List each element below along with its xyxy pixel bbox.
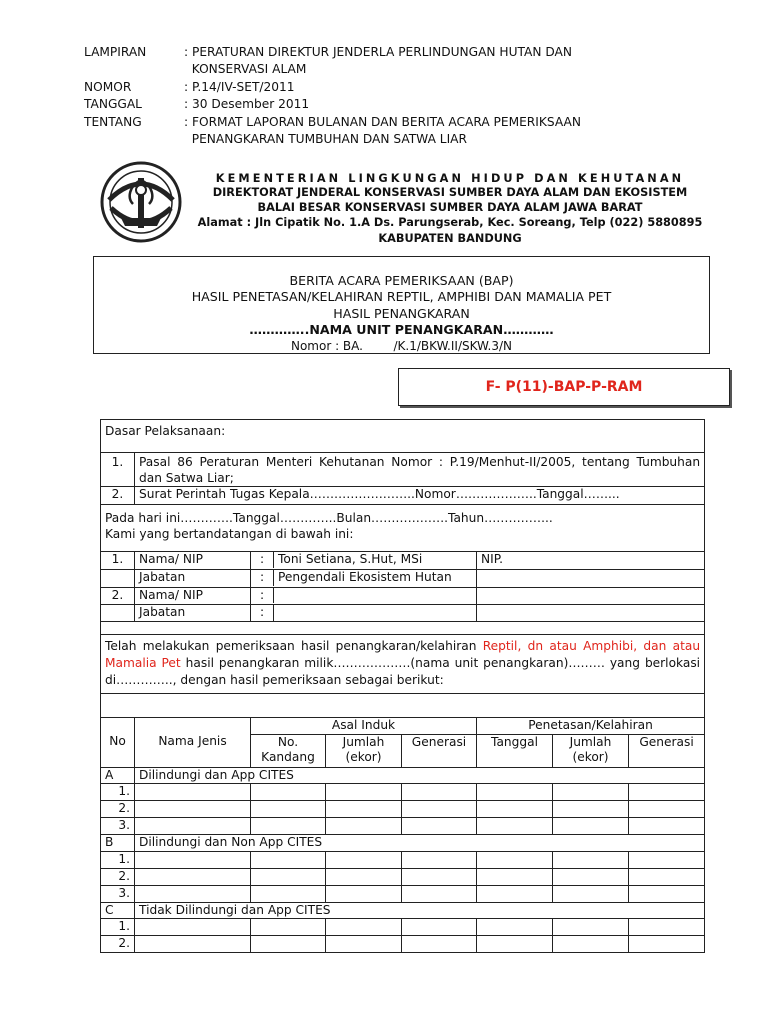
group-hatching-header: Penetasan/Kelahiran (477, 717, 705, 734)
examination-statement (101, 634, 705, 693)
header-row (84, 61, 704, 78)
officer-row (101, 552, 705, 570)
header-row (84, 131, 704, 148)
header-value: : 30 Desember 2011 (184, 97, 310, 112)
officer-colon: : (251, 570, 274, 586)
header-value: : FORMAT LAPORAN BULANAN DAN BERITA ACARA PEMERIKSAAN (184, 114, 581, 129)
officer-value-cell (251, 570, 477, 588)
table-row (101, 936, 705, 953)
spacer-row (101, 621, 705, 634)
section-letter: B (101, 835, 135, 852)
statement-text: hasil penangkaran milik……………….(nama unit penangkaran)……… yang berlokasi di………….., dengan hasil pemeriksaan sebagai berikut: (105, 655, 701, 687)
table-row (101, 919, 705, 936)
header-value: PENANGKARAN TUMBUHAN DAN SATWA LIAR (184, 132, 467, 147)
table-header-row (101, 717, 705, 734)
table-row (101, 868, 705, 885)
header-key (84, 131, 184, 148)
header-value: : PERATURAN DIREKTUR JENDERLA PERLINDUNGAN HUTAN DAN (184, 45, 572, 59)
officer-row (101, 588, 705, 605)
officer-nip: NIP. (477, 552, 705, 570)
row-number: 1. (101, 784, 135, 801)
officer-label: Nama/ NIP (135, 552, 251, 570)
spacer-cell (101, 693, 705, 717)
letterhead-office: BALAI BESAR KONSERVASI SUMBER DAYA ALAM JAWA BARAT (257, 201, 643, 214)
officer-label: Jabatan (135, 570, 251, 588)
section-row (101, 767, 705, 784)
col-no-header: No (101, 717, 135, 767)
dasar-text: Pasal 86 Peraturan Menteri Kehutanan Nomor : P.19/Menhut-II/2005, tentang Tumbuhan dan Satwa Liar; (135, 453, 705, 487)
officer-label: Nama/ NIP (135, 588, 251, 605)
title-line: BERITA ACARA PEMERIKSAAN (BAP) (289, 273, 514, 288)
officer-row (101, 570, 705, 588)
day-date-line: Pada hari ini………….Tanggal…………..Bulan……………….Tahun…………….. (105, 511, 553, 525)
row-number: 2. (101, 801, 135, 818)
officer-number (101, 604, 135, 621)
subheader-cell: Jumlah (ekor) (326, 734, 402, 767)
officer-row (101, 604, 705, 621)
title-line: HASIL PENANGKARAN (333, 305, 470, 321)
section-title: Tidak Dilindungi dan App CITES (135, 902, 705, 919)
header-row (84, 96, 704, 113)
form-row (101, 634, 705, 693)
form-row (101, 505, 705, 552)
section-letter: C (101, 902, 135, 919)
row-number: 3. (101, 818, 135, 835)
col-species-header: Nama Jenis (135, 717, 251, 767)
form-row (101, 487, 705, 505)
subheader-cell: Generasi (629, 734, 705, 767)
attachment-header (84, 44, 704, 148)
dasar-label: Dasar Pelaksanaan: (101, 420, 705, 453)
header-row (84, 114, 704, 131)
header-key: LAMPIRAN (84, 45, 147, 59)
officer-value-cell (251, 552, 477, 570)
table-row (101, 784, 705, 801)
title-line: HASIL PENETASAN/KELAHIRAN REPTIL, AMPHIBI DAN MAMALIA PET (191, 289, 612, 305)
header-value: KONSERVASI ALAM (184, 62, 307, 77)
officer-colon: : (251, 552, 274, 568)
officer-value: Toni Setiana, S.Hut, MSi (278, 552, 423, 566)
form-row (101, 420, 705, 453)
letterhead-address: Alamat : Jln Cipatik No. 1.A Ds. Parungserab, Kec. Soreang, Telp (022) 5880895 (197, 216, 703, 229)
header-value: : P.14/IV-SET/2011 (184, 79, 295, 94)
form-code-box: F- P(11)-BAP-P-RAM (398, 368, 730, 406)
officer-nip (477, 570, 705, 588)
subheader-cell: Jumlah (ekor) (553, 734, 629, 767)
table-row (101, 801, 705, 818)
officer-value-cell (251, 604, 477, 621)
officer-value (274, 588, 278, 603)
statement-text: Telah melakukan pemeriksaan hasil penangkaran/kelahiran (105, 638, 483, 653)
row-number: 3. (101, 885, 135, 902)
spacer-cell (101, 621, 705, 634)
header-key (84, 61, 184, 78)
officer-nip (477, 604, 705, 621)
officer-value (274, 605, 278, 621)
form-row (101, 453, 705, 487)
subheader-cell: Tanggal (477, 734, 553, 767)
letterhead-directorate: DIREKTORAT JENDERAL KONSERVASI SUMBER DAYA ALAM DAN EKOSISTEM (212, 186, 688, 199)
letterhead-regency: KABUPATEN BANDUNG (378, 232, 522, 245)
header-key: TANGGAL (84, 97, 142, 112)
section-title: Dilindungi dan Non App CITES (135, 835, 705, 852)
officer-value-cell (251, 588, 477, 605)
section-row (101, 902, 705, 919)
header-key: TENTANG (84, 114, 142, 129)
row-number: 1. (101, 919, 135, 936)
subheader-cell: Generasi (402, 734, 477, 767)
title-unit-name: …………..NAMA UNIT PENANGKARAN………… (249, 321, 554, 337)
row-number: 2. (101, 868, 135, 885)
dasar-number: 1. (101, 453, 135, 487)
dasar-number: 2. (101, 487, 135, 505)
section-title: Dilindungi dan App CITES (135, 767, 705, 784)
table-row (101, 885, 705, 902)
row-number: 2. (101, 936, 135, 953)
ministry-logo-icon (99, 160, 183, 244)
subheader-cell: No. Kandang (251, 734, 326, 767)
signatories-line: Kami yang bertandatangan di bawah ini: (105, 526, 354, 541)
header-row (84, 44, 704, 61)
row-number: 1. (101, 851, 135, 868)
table-row (101, 851, 705, 868)
section-letter: A (101, 767, 135, 784)
title-nomor: Nomor : BA. /K.1/BKW.II/SKW.3/N (290, 339, 513, 354)
officer-number: 1. (101, 552, 135, 570)
section-row (101, 835, 705, 852)
document-title-box (93, 256, 710, 354)
header-row (84, 79, 704, 96)
officer-nip (477, 588, 705, 605)
table-row (101, 818, 705, 835)
officer-colon: : (251, 605, 274, 621)
group-parent-origin-header: Asal Induk (251, 717, 477, 734)
dasar-text: Surat Perintah Tugas Kepala……………………..Nomor………………..Tanggal……... (135, 487, 705, 505)
day-date-block (101, 505, 705, 552)
officer-label: Jabatan (135, 604, 251, 621)
spacer-row (101, 693, 705, 717)
header-key: NOMOR (84, 79, 132, 94)
examination-form (100, 419, 705, 953)
letterhead-ministry: KEMENTERIAN LINGKUNGAN HIDUP DAN KEHUTANAN (215, 172, 685, 185)
statement-animal-types: Reptil, dn atau Amphibi, dan atau Mamalia Pet (105, 638, 701, 670)
officer-number: 2. (101, 588, 135, 605)
officer-number (101, 570, 135, 588)
officer-colon: : (251, 588, 274, 603)
officer-value: Pengendali Ekosistem Hutan (278, 570, 452, 584)
